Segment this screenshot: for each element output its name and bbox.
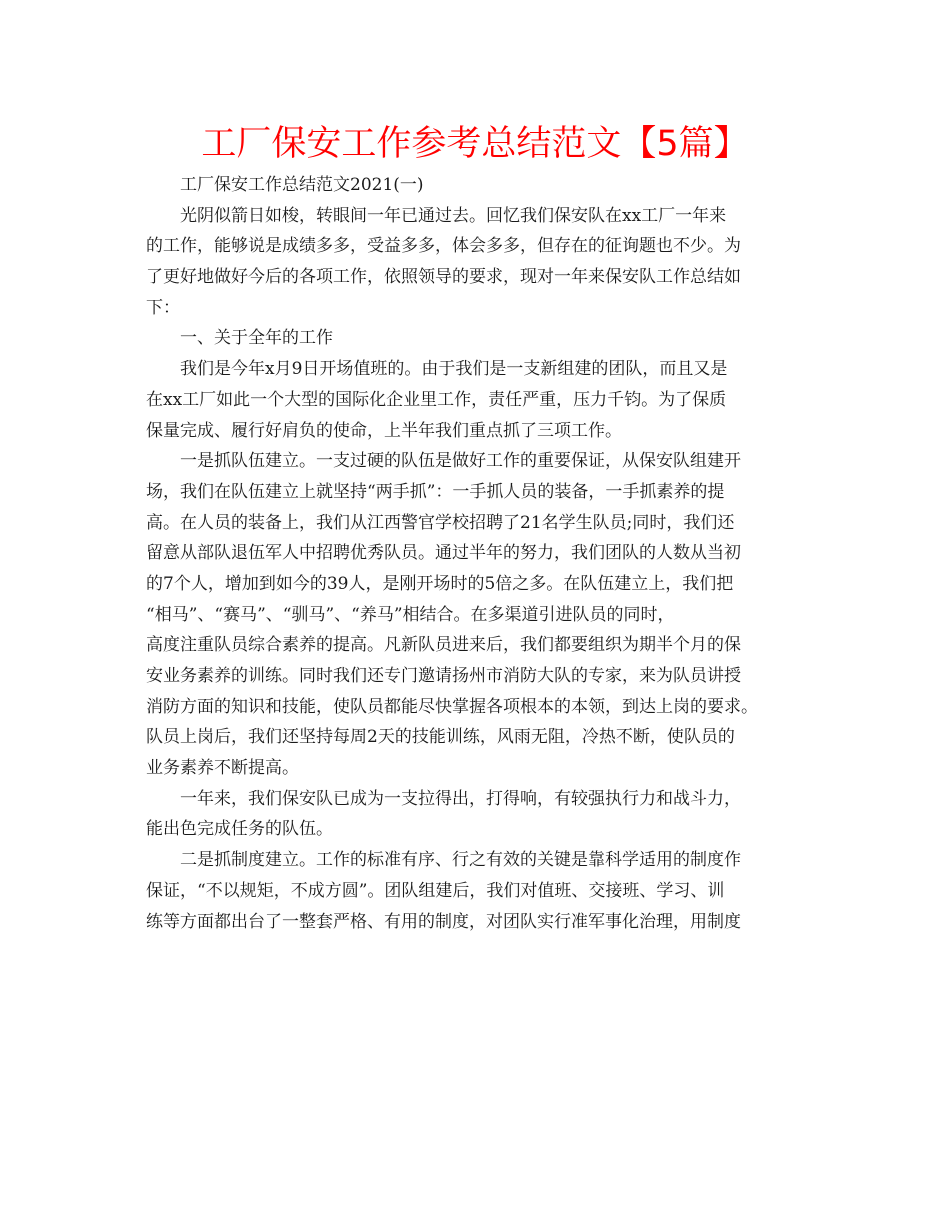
body-line: 一、关于全年的工作 [180, 328, 333, 349]
body-line: 下： [146, 297, 180, 318]
body-line: 了更好地做好今后的各项工作，依照领导的要求，现对一年来保安队工作总结如 [146, 267, 741, 288]
body-line: 在xx工厂如此一个大型的国际化企业里工作，责任严重，压力千钧。为了保质 [146, 389, 727, 410]
body-line: 业务素养不断提高。 [146, 758, 299, 779]
body-line: 光阴似箭日如梭，转眼间一年已通过去。回忆我们保安队在xx工厂一年来 [180, 205, 727, 226]
body-line: 能出色完成任务的队伍。 [146, 819, 333, 840]
body-line: 安业务素养的训练。同时我们还专门邀请扬州市消防大队的专家，来为队员讲授 [146, 666, 741, 686]
document-title: 工厂保安工作参考总结范文【5篇】 [201, 124, 749, 164]
body-line: 二是抓制度建立。工作的标准有序、行之有效的关键是靠科学适用的制度作 [180, 850, 741, 871]
body-line: 保证，“不以规矩，不成方圆”。团队组建后，我们对值班、交接班、学习、训 [146, 880, 725, 901]
body-line: 练等方面都出台了一整套严格、有用的制度，对团队实行准军事化治理，用制度 [146, 911, 741, 932]
body-line: 保量完成、履行好肩负的使命，上半年我们重点抓了三项工作。 [146, 420, 622, 441]
body-line: 工厂保安工作总结范文2021(一) [180, 175, 424, 195]
body-line: 队员上岗后，我们还坚持每周2天的技能训练，风雨无阻，冷热不断，使队员的 [146, 727, 735, 748]
document-body [146, 170, 806, 937]
body-line: 场，我们在队伍建立上就坚持“两手抓”：一手抓人员的装备，一手抓素养的提 [146, 481, 725, 502]
body-line: 消防方面的知识和技能，使队员都能尽快掌握各项根本的本领，到达上岗的要求。 [146, 696, 758, 717]
body-line: 的工作，能够说是成绩多多，受益多多，体会多多，但存在的征询题也不少。为 [146, 236, 741, 257]
body-line: 的7个人，增加到如今的39人，是刚开场时的5倍之多。在队伍建立上，我们把 [146, 573, 734, 594]
body-line: 一是抓队伍建立。一支过硬的队伍是做好工作的重要保证，从保安队组建开 [180, 451, 741, 472]
body-line: “相马”、“赛马”、“驯马”、“养马”相结合。在多渠道引进队员的同时， [146, 604, 675, 625]
body-line: 高。在人员的装备上，我们从江西警官学校招聘了21名学生队员;同时，我们还 [146, 512, 735, 533]
body-line: 我们是今年x月9日开场值班的。由于我们是一支新组建的团队，而且又是 [180, 359, 728, 380]
body-line: 留意从部队退伍军人中招聘优秀队员。通过半年的努力，我们团队的人数从当初 [146, 543, 741, 564]
body-line: 高度注重队员综合素养的提高。凡新队员进来后，我们都要组织为期半个月的保 [146, 635, 741, 656]
body-line: 一年来，我们保安队已成为一支拉得出，打得响，有较强执行力和战斗力， [180, 788, 741, 809]
